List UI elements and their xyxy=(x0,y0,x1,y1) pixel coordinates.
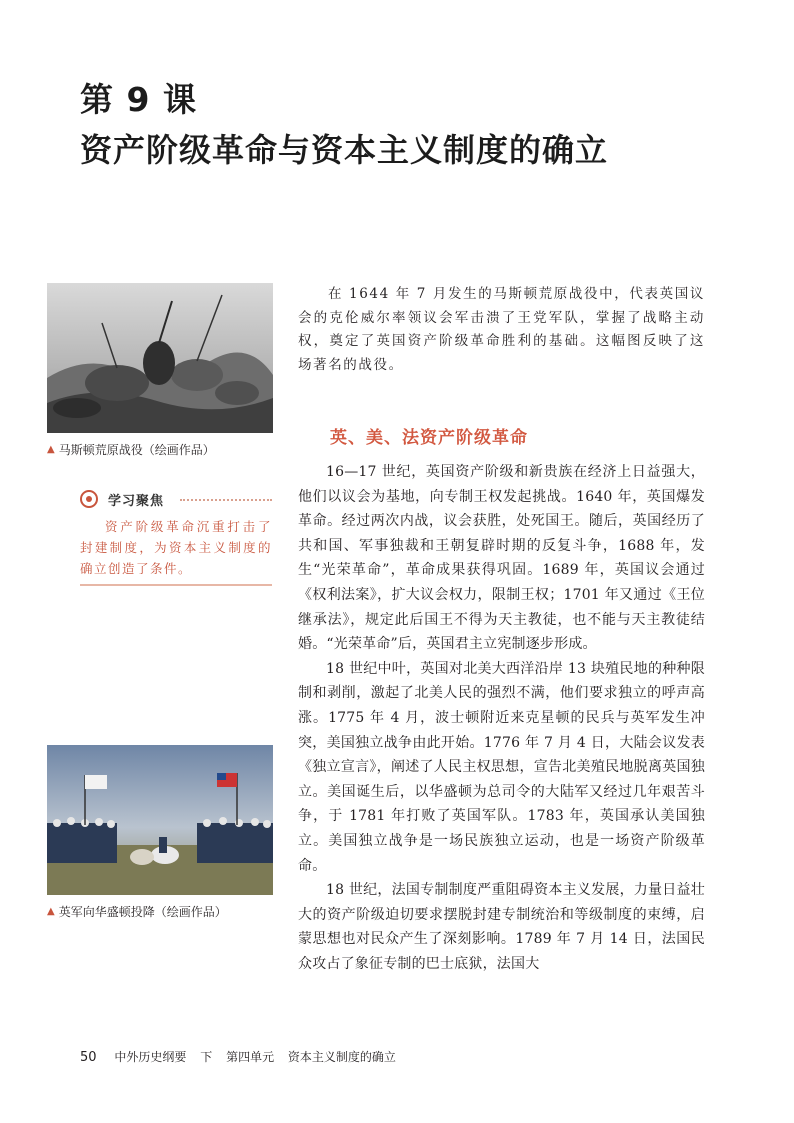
section-heading: 英、美、法资产阶级革命 xyxy=(330,428,528,448)
unit-title: 资本主义制度的确立 xyxy=(287,1050,396,1064)
figure-marston-moor xyxy=(47,283,273,458)
caption-text: 马斯顿荒原战役（绘画作品） xyxy=(58,443,215,457)
triangle-marker-icon: ▲ xyxy=(47,444,55,455)
page-footer xyxy=(80,1048,406,1065)
figure-caption xyxy=(47,441,273,458)
figure-surrender xyxy=(47,745,273,920)
figure-intro-text: 在 1644 年 7 月发生的马斯顿荒原战役中，代表英国议会的克伦威尔率领议会军击溃了王党军队，掌握了战略主动权，奠定了英国资产阶级革命胜利的基础。这幅图反映了这场著名的战役。 xyxy=(298,286,705,373)
focus-title: 学习聚焦 xyxy=(108,493,165,509)
page-number: 50 xyxy=(80,1050,97,1065)
focus-target-icon xyxy=(80,490,98,508)
caption-text: 英军向华盛顿投降（绘画作品） xyxy=(58,905,227,919)
figure-caption xyxy=(47,903,273,920)
lesson-name: 资产阶级革命与资本主义制度的确立 xyxy=(80,131,609,169)
lesson-number: 第 9 课 xyxy=(80,80,197,119)
book-title: 中外历史纲要 xyxy=(114,1050,187,1064)
lesson-title xyxy=(80,78,608,172)
unit-label: 第四单元 xyxy=(226,1050,275,1064)
learning-focus-box xyxy=(80,488,272,586)
focus-bottom-rule xyxy=(80,584,272,586)
focus-text: 资产阶级革命沉重打击了封建制度，为资本主义制度的确立创造了条件。 xyxy=(80,519,272,576)
surrender-painting xyxy=(47,745,273,895)
focus-divider xyxy=(180,499,272,501)
marston-moor-painting xyxy=(47,283,273,433)
paragraph-france: 18 世纪，法国专制制度严重阻碍资本主义发展，力量日益壮大的资产阶级迫切要求摆脱封建专制统治和等级制度的束缚，启蒙思想也对民众产生了深刻影响。1789 年 7 月 14 日，法国民众攻占了象征专制的巴士底狱，法国大 xyxy=(298,882,705,972)
section-body xyxy=(298,460,705,976)
volume-label: 下 xyxy=(200,1050,213,1064)
paragraph-america: 18 世纪中叶，英国对北美大西洋沿岸 13 块殖民地的种种限制和剥削，激起了北美人民的强烈不满，他们要求独立的呼声高涨。1775 年 4 月，波士顿附近来克星顿的民兵与英军发生冲突，美国独立战争由此开始。1776 年 7 月 4 日，大陆会议发表《独立宣言》，阐述了人民主权思想，宣告北美殖民地脱离英国独立。美国诞生后，以华盛顿为总司令的大陆军又经过几年艰苦斗争，于 1781 年打败了英国军队。1783 年，英国承认美国独立。美国独立战争是一场民族独立运动，也是一场资产阶级革命。 xyxy=(298,660,705,874)
triangle-marker-icon: ▲ xyxy=(47,906,55,917)
paragraph-england: 16—17 世纪，英国资产阶级和新贵族在经济上日益强大，他们以议会为基地，向专制王权发起挑战。1640 年，英国爆发革命。经过两次内战，议会获胜，处死国王。随后，英国经历了共和国、军事独裁和王朝复辟时期的反复斗争，1688 年，发生“光荣革命”，革命成果获得巩固。1689 年，英国议会通过《权利法案》，扩大议会权力，限制王权；1701 年又通过《王位继承法》，规定此后国王不得为天主教徒，也不能与天主教徒结婚。“光荣革命”后，英国君主立宪制逐步形成。 xyxy=(298,464,705,653)
